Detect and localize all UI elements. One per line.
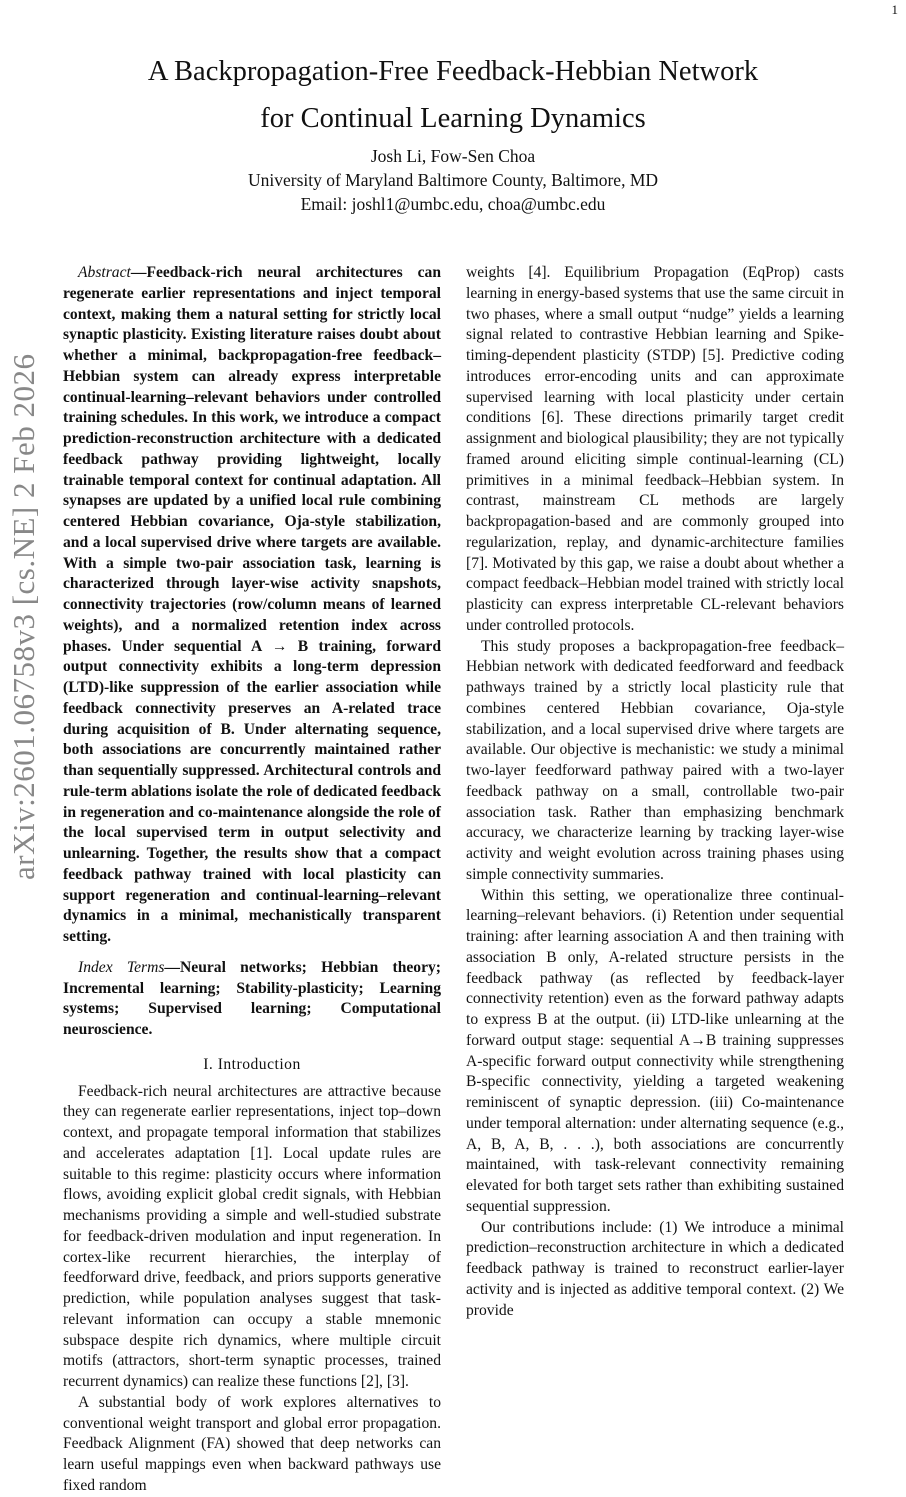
authors: Josh Li, Fow-Sen Choa [370, 146, 536, 166]
paper-title [0, 48, 906, 142]
abstract-label: Abstract [78, 264, 131, 281]
left-column [63, 263, 441, 1497]
arxiv-stamp: arXiv:2601.06758v3 [cs.NE] 2 Feb 2026 [6, 353, 41, 880]
email: Email: joshl1@umbc.edu, choa@umbc.edu [300, 194, 606, 214]
paragraph: This study proposes a backpropagation-free feedback–Hebbian network with dedicated feedforward and feedback pathways trained by a strictly local plasticity rule that combines centered Hebbian covariance, Oja-style stabilization, and a local supervised drive where targets are available. Our objective is mechanistic: we study a minimal two-layer feedforward pathway paired with a two-layer feedback pathway on a small, controllable two-pair association task. Rather than emphasizing benchmark accuracy, we characterize learning by tracking layer-wise activity and weight evolution across training phases using simple connectivity summaries. [466, 637, 844, 883]
right-column [466, 263, 844, 1321]
title-line-1: A Backpropagation-Free Feedback-Hebbian Network [147, 56, 759, 87]
paragraph: Our contributions include: (1) We introduce a minimal prediction–reconstruction architecture in which a dedicated feedback pathway is trained to reconstruct earlier-layer activity and is injected as additive temporal context. (2) We provide [466, 1218, 844, 1319]
paragraph: Within this setting, we operationalize three continual-learning–relevant behaviors. (i) Retention under sequential training: after learning association A and then training with association B only, A-related structure persists in the feedback pathway (as reflected by feedback-layer connectivity retention) even as the forward pathway adapts to express B at the output. (ii) LTD-like unlearning at the forward output stage: sequential A→B training suppresses A-specific forward output connectivity while strengthening B-specific connectivity, yielding a targeted weakening reminiscent of synaptic depression. (iii) Co-maintenance under temporal alternation: under alternating sequence (e.g., A, B, A, B, . . .), both associations are concurrently maintained, with task-relevant connectivity remaining elevated for both target sets rather than exhibiting sustained sequential suppression. [466, 886, 844, 1215]
page-number: 1 [891, 2, 898, 17]
abstract [63, 263, 441, 948]
affiliation: University of Maryland Baltimore County, Baltimore, MD [247, 170, 659, 190]
index-terms-text: —Neural networks; Hebbian theory; Incremental learning; Stability-plasticity; Learning systems; Supervised learning; Computational neuroscience. [63, 958, 441, 1038]
abstract-text: —Feedback-rich neural architectures can regenerate earlier representations and inject temporal context, making them a natural setting for strictly local synaptic plasticity. Existing literature raises doubt about whether a minimal, backpropagation-free feedback–Hebbian system can already express interpretable continual-learning–relevant behaviors under controlled training schedules. In this work, we introduce a compact prediction-reconstruction architecture with a dedicated feedback pathway providing lightweight, locally trainable temporal context for continual adaptation. All synapses are updated by a unified local rule combining centered Hebbian covariance, Oja-style stabilization, and a local supervised drive where targets are available. With a simple two-pair association task, learning is characterized through layer-wise activity snapshots, connectivity trajectories (row/column means of learned weights), and a normalized retention index across phases. Under sequential A → B training, forward output connectivity exhibits a long-term depression (LTD)-like suppression of the earlier association while feedback connectivity preserves an A-related trace during acquisition of B. Under alternating sequence, both associations are concurrently maintained rather than sequentially suppressed. Architectural controls and rule-term ablations isolate the role of dedicated feedback in regeneration and co-maintenance alongside the role of the local supervised term in output selectivity and unlearning. Together, the results show that a compact feedback pathway trained with local plasticity can support regeneration and continual-learning–relevant dynamics in a minimal, mechanistically transparent setting. [63, 264, 441, 945]
index-terms-label: Index Terms [78, 958, 165, 976]
section-heading: I. Introduction [203, 1055, 301, 1073]
index-terms [63, 958, 441, 1041]
paragraph: Feedback-rich neural architectures are attractive because they can regenerate earlier representations, inject top–down context, and propagate temporal information that stabilizes and accelerates adaptation [1]. Local update rules are suitable to this regime: plasticity occurs where information flows, avoiding explicit global credit signals, with Hebbian mechanisms providing a simple and well-studied substrate for feedback-driven modulation and input regeneration. In cortex-like recurrent hierarchies, the interplay of feedforward drive, feedback, and priors supports generative prediction, while population analyses suggest that task-relevant information can occupy a stable mnemonic subspace despite rich dynamics, where multiple circuit motifs (attractors, short-term synaptic processes, trained recurrent dynamics) can realize these functions [2], [3]. [63, 1082, 441, 1390]
paragraph: weights [4]. Equilibrium Propagation (EqProp) casts learning in energy-based systems that use the same circuit in two phases, where a small output “nudge” yields a learning signal related to contrastive Hebbian learning and Spike-timing-dependent plasticity (STDP) [5]. Predictive coding introduces error-encoding units and can approximate supervised learning with local plasticity under certain conditions [6]. These directions primarily target credit assignment and biological plausibility; they are not typically framed around eliciting simple continual-learning (CL) primitives in a minimal feedback–Hebbian system. In contrast, mainstream CL methods are largely backpropagation-based and are commonly grouped into regularization, replay, and dynamic-architecture families [7]. Motivated by this gap, we raise a doubt about whether a compact feedback–Hebbian model trained with strictly local plasticity can express interpretable CL-relevant behaviors under controlled protocols. [466, 264, 844, 634]
paragraph: A substantial body of work explores alternatives to conventional weight transport and global error propagation. Feedback Alignment (FA) showed that deep networks can learn useful mappings even when backward pathways use fixed random [63, 1393, 441, 1494]
title-line-2: for Continual Learning Dynamics [260, 103, 646, 134]
author-block [0, 144, 906, 216]
